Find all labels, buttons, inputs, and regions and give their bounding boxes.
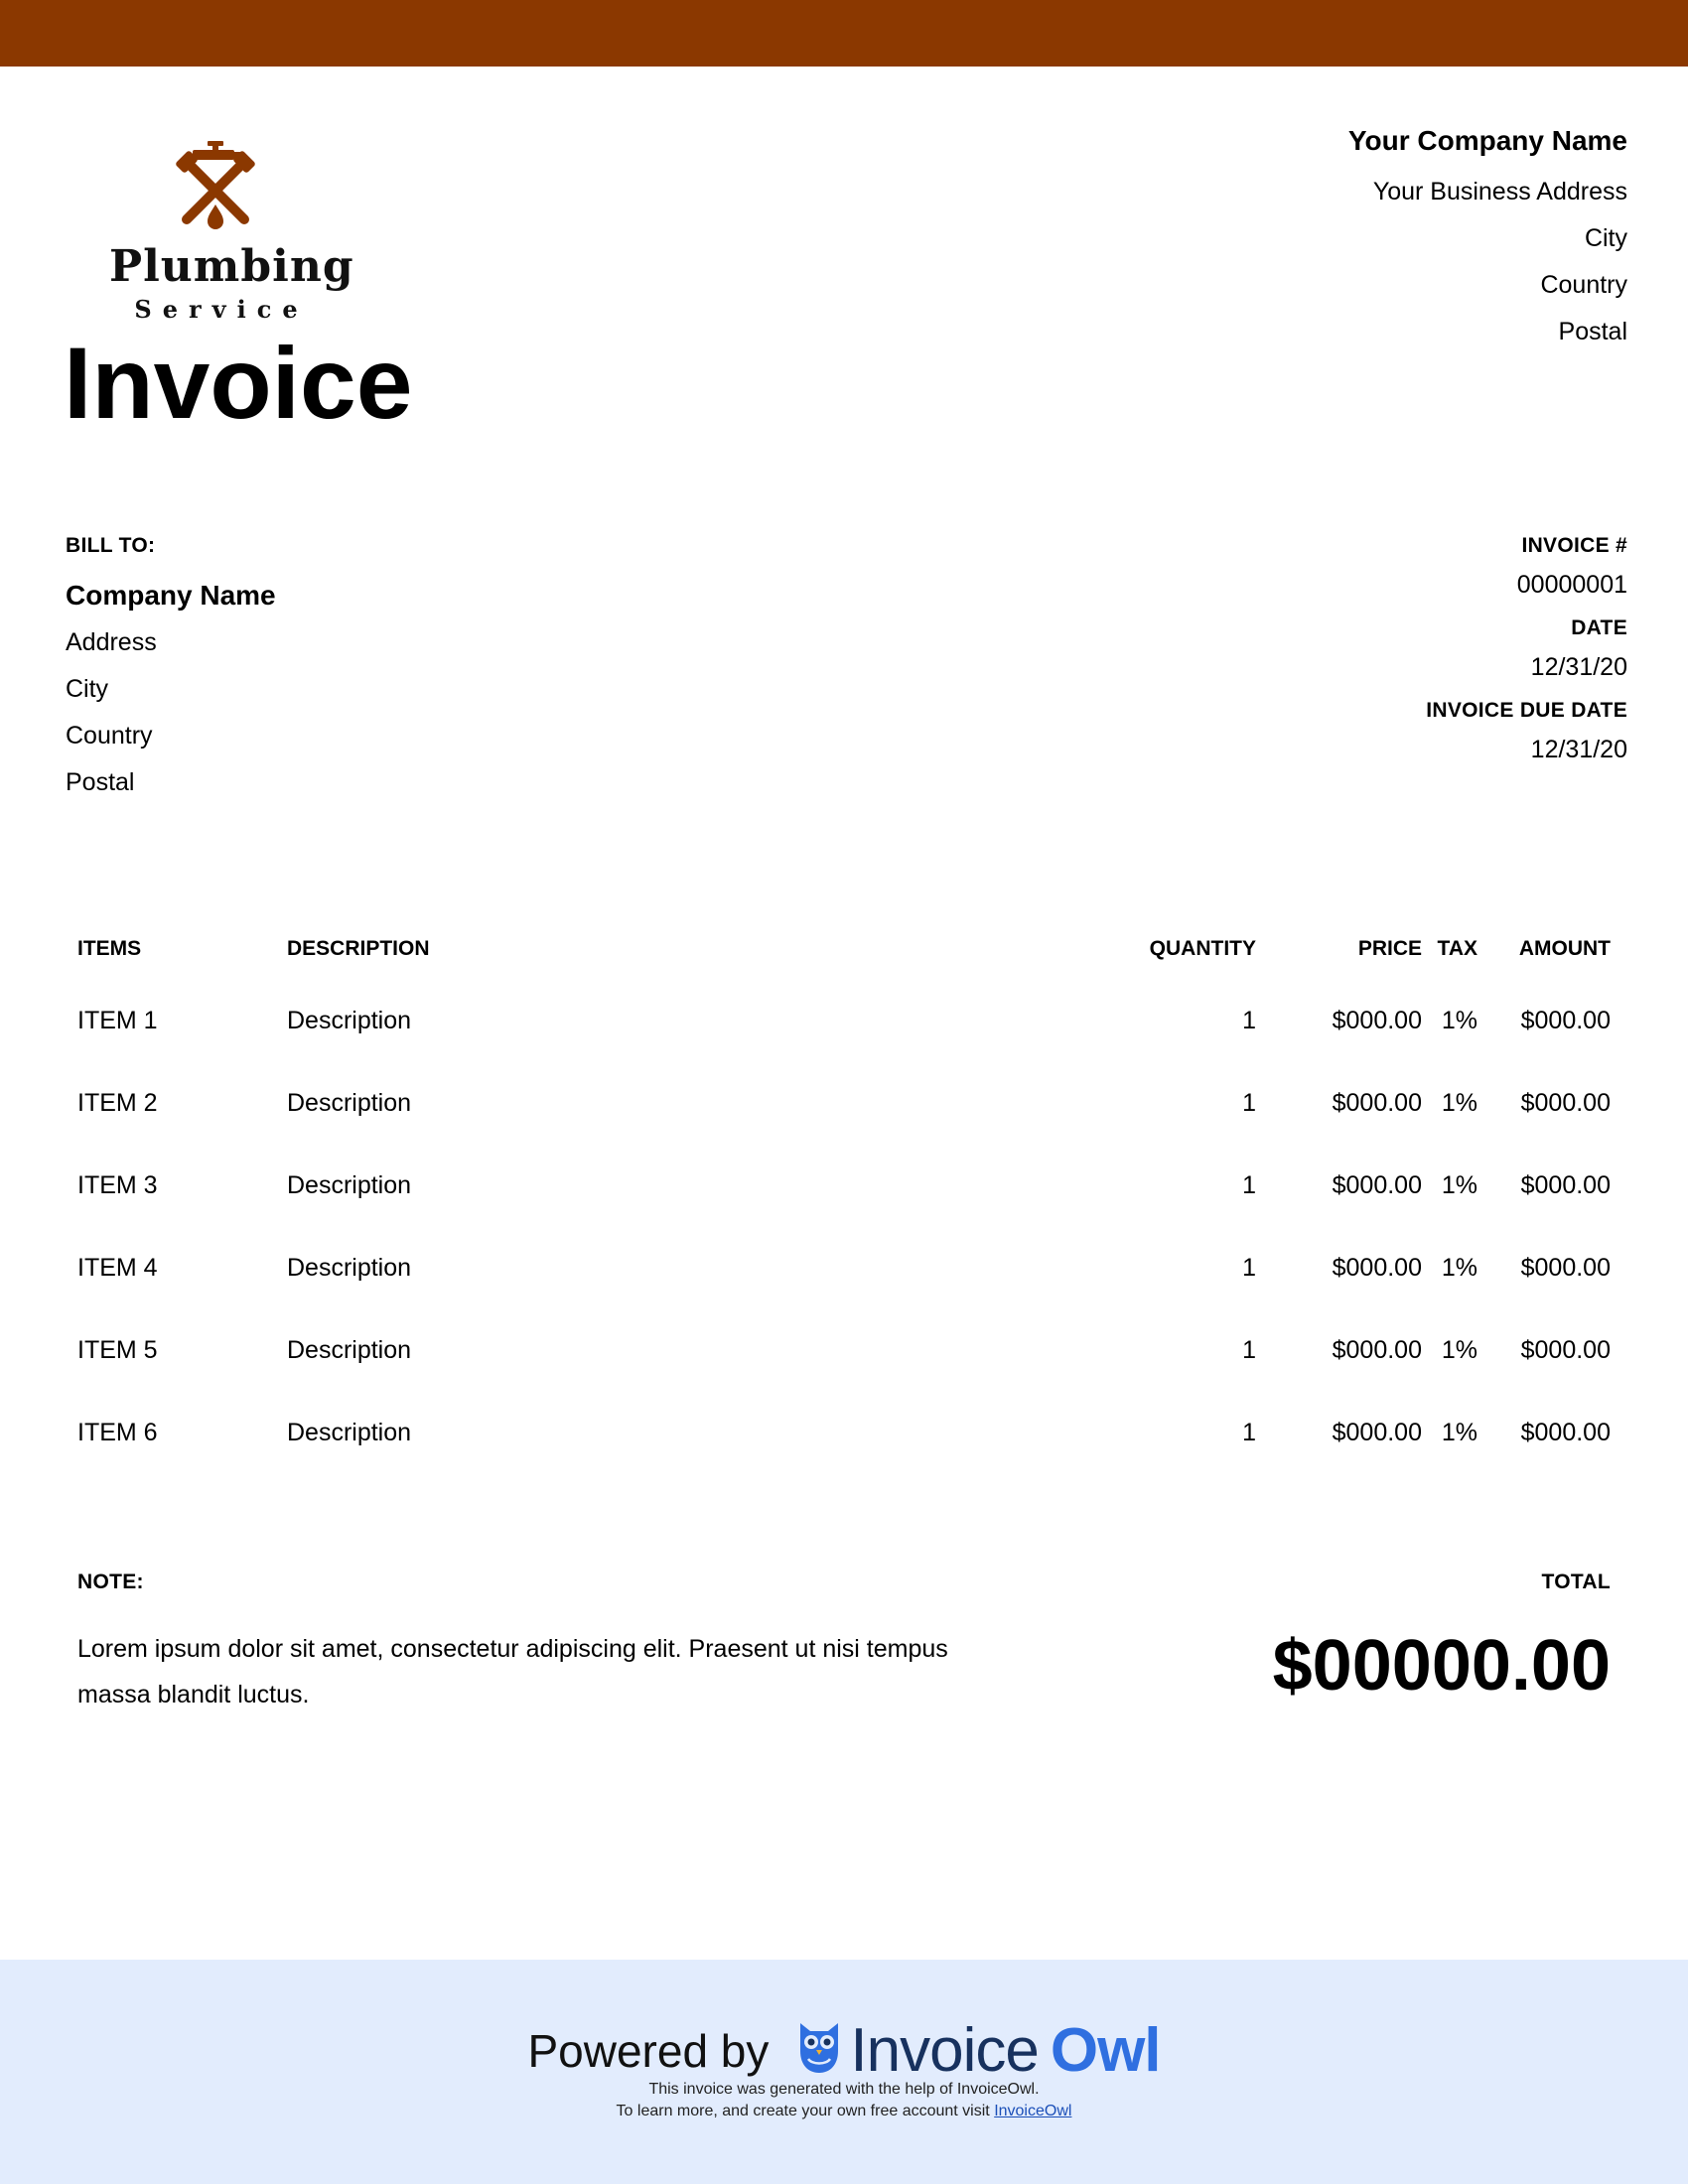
bill-to-name: Company Name [66, 580, 276, 611]
row-price: $000.00 [1332, 1007, 1422, 1034]
row-tax: 1% [1441, 1007, 1477, 1034]
logo-subtitle: Service [134, 295, 309, 324]
header-price: PRICE [1357, 937, 1422, 960]
table-row [77, 1336, 1611, 1419]
footer-line-1: This invoice was generated with the help of InvoiceOwl. [648, 2081, 1040, 2098]
row-description: Description [287, 1419, 412, 1446]
header-description: DESCRIPTION [287, 937, 430, 960]
company-postal: Postal [1558, 318, 1627, 345]
row-tax: 1% [1441, 1419, 1477, 1446]
owl-icon [796, 2021, 842, 2080]
row-description: Description [287, 1171, 412, 1199]
bill-to-postal: Postal [66, 768, 135, 796]
header-items: ITEMS [77, 937, 142, 960]
row-quantity: 1 [1242, 1419, 1256, 1446]
table-row [77, 1171, 1611, 1254]
invoice-number-label: INVOICE # [1521, 534, 1627, 557]
total-amount: $00000.00 [1272, 1626, 1611, 1706]
crossed-wrenches-icon [161, 139, 270, 238]
row-amount: $000.00 [1520, 1254, 1611, 1282]
bill-to-country: Country [66, 722, 153, 750]
row-price: $000.00 [1332, 1254, 1422, 1282]
due-date-label: INVOICE DUE DATE [1426, 699, 1627, 722]
table-header [77, 937, 1611, 1007]
note-text: Lorem ipsum dolor sit amet, consectetur adipiscing elit. Praesent ut nisi tempus massa blandit luctus. [77, 1635, 948, 1708]
due-date: 12/31/20 [1530, 736, 1627, 763]
header-quantity: QUANTITY [1149, 937, 1256, 960]
table-row [77, 1419, 1611, 1501]
row-quantity: 1 [1242, 1089, 1256, 1117]
bill-to-label: BILL TO: [66, 534, 156, 557]
row-quantity: 1 [1242, 1336, 1256, 1364]
note-section [77, 1570, 971, 1717]
row-amount: $000.00 [1520, 1171, 1611, 1199]
row-price: $000.00 [1332, 1171, 1422, 1199]
total-section [1272, 1570, 1611, 1706]
table-row [77, 1007, 1611, 1089]
powered-by-banner [0, 2015, 1688, 2087]
bill-to-section [66, 534, 276, 806]
row-price: $000.00 [1332, 1419, 1422, 1446]
logo-wordmark: Plumbing [109, 241, 354, 292]
table-row [77, 1089, 1611, 1171]
row-quantity: 1 [1242, 1171, 1256, 1199]
company-info [1348, 123, 1627, 355]
row-tax: 1% [1441, 1336, 1477, 1364]
date-label: DATE [1571, 616, 1627, 639]
row-price: $000.00 [1332, 1336, 1422, 1364]
row-item: ITEM 4 [77, 1254, 158, 1282]
bill-to-city: City [66, 675, 109, 703]
invoice-title: Invoice [64, 327, 413, 440]
footer [0, 1960, 1688, 2184]
company-country: Country [1540, 271, 1627, 299]
row-amount: $000.00 [1520, 1007, 1611, 1034]
bill-to-address: Address [66, 628, 157, 656]
header-tax: TAX [1437, 937, 1477, 960]
total-label: TOTAL [1541, 1570, 1611, 1593]
row-price: $000.00 [1332, 1089, 1422, 1117]
header-amount: AMOUNT [1518, 937, 1611, 960]
row-description: Description [287, 1254, 412, 1282]
brand-invoice: Invoice [850, 2016, 1039, 2085]
row-description: Description [287, 1089, 412, 1117]
row-item: ITEM 5 [77, 1336, 158, 1364]
row-amount: $000.00 [1520, 1089, 1611, 1117]
row-item: ITEM 6 [77, 1419, 158, 1446]
table-row [77, 1254, 1611, 1336]
invoice-meta [1426, 534, 1627, 781]
row-item: ITEM 2 [77, 1089, 158, 1117]
footer-line-2-text: To learn more, and create your own free account visit [616, 2103, 995, 2119]
row-item: ITEM 1 [77, 1007, 158, 1034]
invoiceowl-link[interactable]: InvoiceOwl [994, 2103, 1072, 2119]
company-logo [109, 139, 354, 328]
top-accent-bar [0, 0, 1688, 67]
company-name: Your Company Name [1347, 125, 1627, 156]
company-city: City [1584, 224, 1627, 252]
row-description: Description [287, 1336, 412, 1364]
powered-by-text: Powered by [527, 2024, 770, 2077]
items-table [77, 937, 1611, 1501]
row-amount: $000.00 [1520, 1419, 1611, 1446]
note-label: NOTE: [77, 1570, 144, 1593]
row-quantity: 1 [1242, 1254, 1256, 1282]
row-tax: 1% [1441, 1089, 1477, 1117]
invoice-date: 12/31/20 [1530, 653, 1627, 681]
invoice-number: 00000001 [1516, 571, 1627, 599]
row-quantity: 1 [1242, 1007, 1256, 1034]
company-address: Your Business Address [1372, 178, 1627, 205]
row-amount: $000.00 [1520, 1336, 1611, 1364]
brand-owl: Owl [1050, 2016, 1161, 2085]
row-item: ITEM 3 [77, 1171, 158, 1199]
row-tax: 1% [1441, 1254, 1477, 1282]
row-description: Description [287, 1007, 412, 1034]
row-tax: 1% [1441, 1171, 1477, 1199]
footer-line-2 [0, 2103, 1688, 2120]
